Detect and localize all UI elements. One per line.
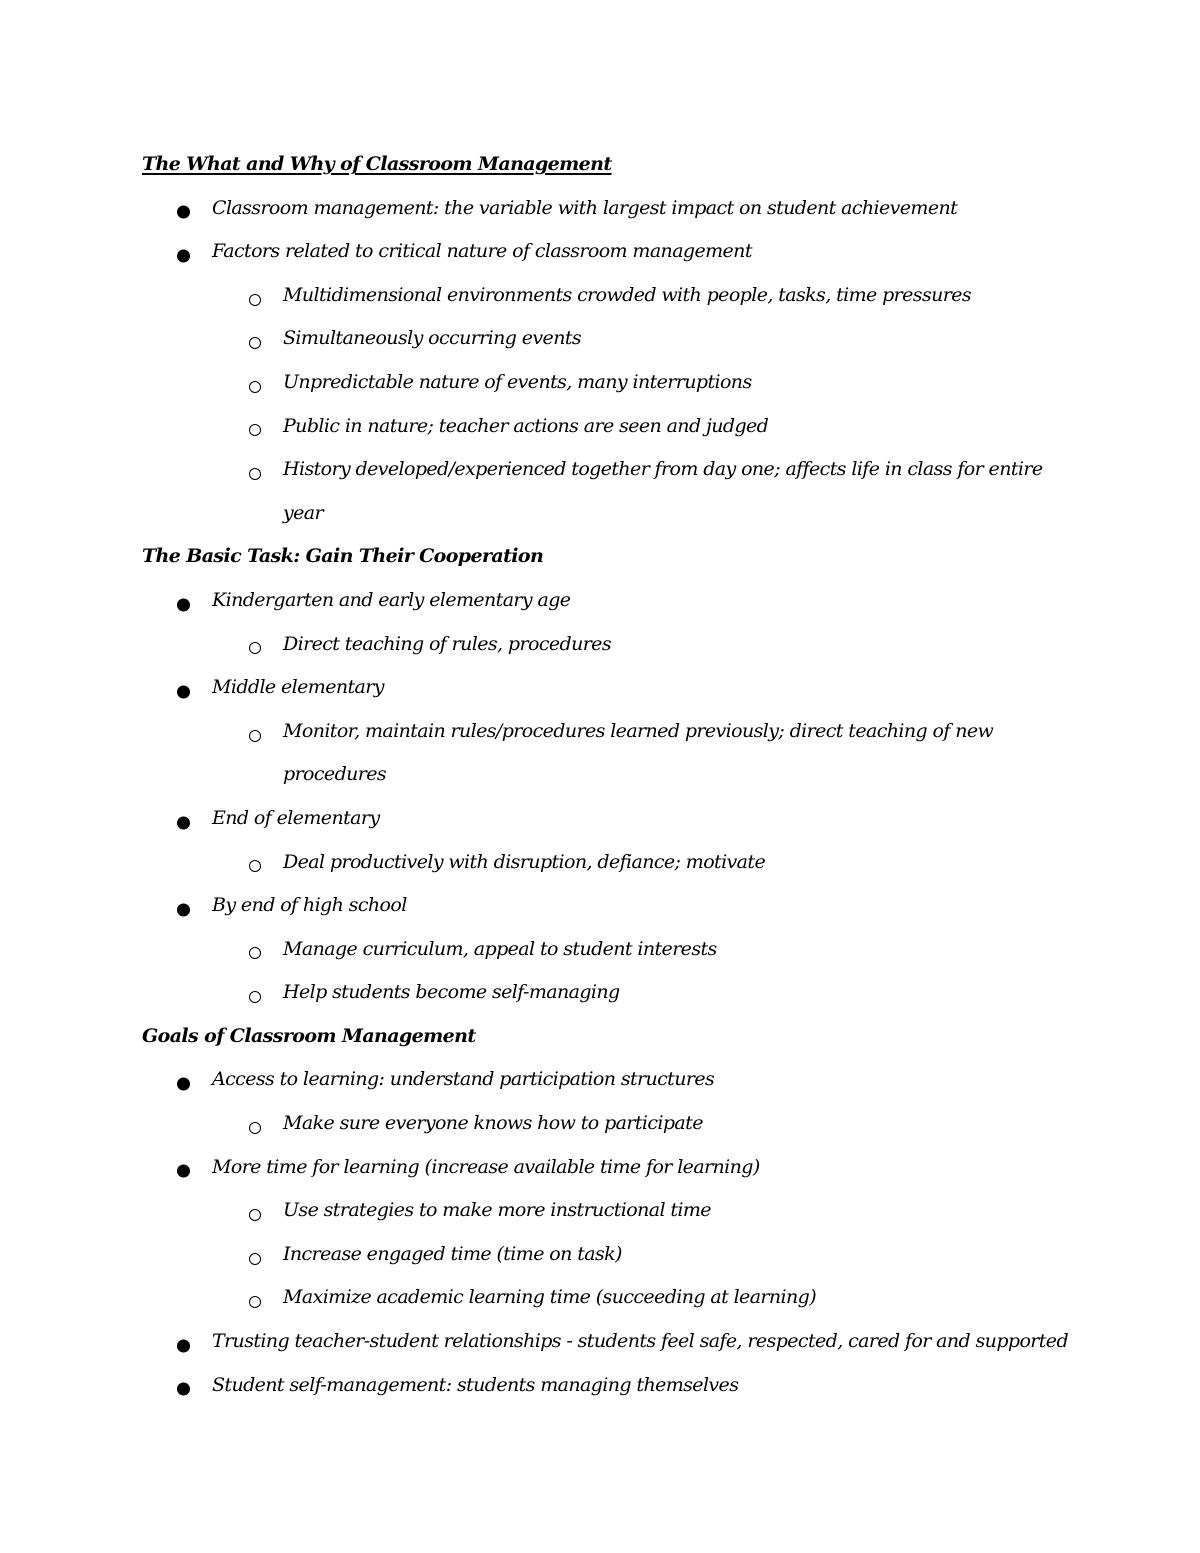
filled-bullet-icon: [177, 206, 190, 219]
section-heading: [142, 535, 1062, 579]
item-text: Student self-management: students managing themselves: [212, 1373, 739, 1396]
hollow-bullet-icon: [249, 381, 261, 393]
sub-bullet-item: [142, 405, 1062, 449]
filled-bullet-icon: [177, 598, 190, 611]
sub-bullet-item: [142, 841, 1062, 885]
item-text: Kindergarten and early elementary age: [212, 588, 571, 611]
bullet-item: [142, 1146, 1062, 1190]
item-text: Classroom management: the variable with largest impact on student achievement: [212, 196, 958, 219]
bullet-item: [142, 797, 1062, 841]
section-heading: [142, 143, 1062, 187]
hollow-bullet-icon: [249, 468, 261, 480]
bullet-item: [142, 230, 1062, 274]
bullet-item: [142, 187, 1062, 231]
item-text: Manage curriculum, appeal to student interests: [283, 937, 717, 960]
sub-bullet-item: [142, 448, 1062, 492]
item-text: Monitor, maintain rules/procedures learned previously; direct teaching of new: [283, 719, 994, 742]
item-text: Factors related to critical nature of classroom management: [212, 240, 752, 263]
section-heading-text: The What and Why of Classroom Management: [142, 153, 612, 175]
notes-outline: [142, 143, 1069, 1407]
item-text: End of elementary: [212, 806, 380, 829]
hollow-bullet-icon: [249, 991, 261, 1003]
hollow-bullet-icon: [249, 1296, 261, 1308]
item-text: Maximize academic learning time (succeeding at learning): [283, 1286, 817, 1309]
item-text: Middle elementary: [212, 676, 384, 699]
item-text: By end of high school: [212, 894, 407, 917]
item-text: Simultaneously occurring events: [283, 327, 582, 350]
hollow-bullet-icon: [249, 947, 261, 959]
bullet-item: [142, 884, 1062, 928]
hollow-bullet-icon: [249, 1122, 261, 1134]
sub-bullet-item: [142, 1276, 1062, 1320]
filled-bullet-icon: [177, 903, 190, 916]
section-heading-text: The Basic Task: Gain Their Cooperation: [142, 545, 544, 568]
item-text: Public in nature; teacher actions are seen and judged: [283, 414, 769, 437]
sub-bullet-item: [142, 1189, 1062, 1233]
item-text: Multidimensional environments crowded with people, tasks, time pressures: [283, 283, 972, 306]
bullet-item: [142, 1058, 1062, 1102]
sub-bullet-item: [142, 1233, 1062, 1277]
item-text: More time for learning (increase available time for learning): [212, 1155, 760, 1178]
filled-bullet-icon: [177, 816, 190, 829]
bullet-continuation: [142, 492, 1062, 536]
bullet-item: [142, 666, 1062, 710]
item-text: procedures: [283, 763, 387, 786]
sub-bullet-item: [142, 623, 1062, 667]
bullet-continuation: [142, 753, 1062, 797]
filled-bullet-icon: [177, 249, 190, 262]
section-heading: [142, 1015, 1062, 1059]
hollow-bullet-icon: [249, 1209, 261, 1221]
sub-bullet-item: [142, 274, 1062, 318]
item-text: Access to learning: understand participation structures: [212, 1068, 715, 1091]
hollow-bullet-icon: [249, 730, 261, 742]
bullet-item: [142, 1364, 1062, 1408]
item-text: Use strategies to make more instructional time: [283, 1199, 711, 1222]
item-text: Trusting teacher-student relationships - students feel safe, respected, cared for and supported: [212, 1330, 1069, 1353]
item-text: year: [283, 501, 323, 524]
hollow-bullet-icon: [249, 642, 261, 654]
sub-bullet-item: [142, 928, 1062, 972]
sub-bullet-item: [142, 361, 1062, 405]
item-text: History developed/experienced together from day one; affects life in class for entire: [283, 458, 1043, 481]
hollow-bullet-icon: [249, 860, 261, 872]
bullet-item: [142, 1320, 1069, 1364]
filled-bullet-icon: [177, 1165, 190, 1178]
sub-bullet-item: [142, 317, 1062, 361]
item-text: Unpredictable nature of events, many interruptions: [283, 370, 752, 393]
hollow-bullet-icon: [249, 424, 261, 436]
filled-bullet-icon: [177, 685, 190, 698]
filled-bullet-icon: [177, 1383, 190, 1396]
hollow-bullet-icon: [249, 1253, 261, 1265]
sub-bullet-item: [142, 1102, 1062, 1146]
item-text: Direct teaching of rules, procedures: [283, 632, 611, 655]
sub-bullet-item: [142, 971, 1062, 1015]
hollow-bullet-icon: [249, 294, 261, 306]
item-text: Help students become self-managing: [283, 981, 620, 1004]
item-text: Make sure everyone knows how to participate: [283, 1112, 703, 1135]
filled-bullet-icon: [177, 1339, 190, 1352]
bullet-item: [142, 579, 1062, 623]
item-text: Deal productively with disruption, defiance; motivate: [283, 850, 766, 873]
hollow-bullet-icon: [249, 337, 261, 349]
section-heading-text: Goals of Classroom Management: [142, 1024, 476, 1047]
item-text: Increase engaged time (time on task): [283, 1242, 622, 1265]
sub-bullet-item: [142, 710, 1062, 754]
filled-bullet-icon: [177, 1078, 190, 1091]
